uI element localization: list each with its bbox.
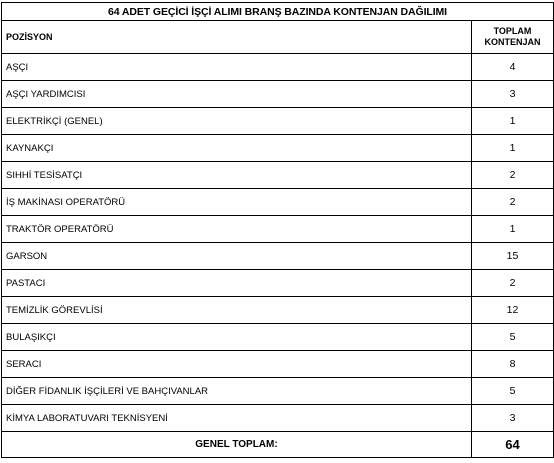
quota-table-container — [1, 2, 554, 458]
table-row — [2, 324, 554, 351]
table-title-row — [2, 3, 554, 21]
table-row — [2, 297, 554, 324]
count-cell: 3 — [472, 405, 554, 432]
table-row — [2, 189, 554, 216]
header-position: POZİSYON — [2, 21, 472, 54]
table-row — [2, 54, 554, 81]
quota-table — [1, 2, 554, 458]
header-total-quota-line1: TOPLAM — [493, 26, 532, 36]
table-row — [2, 378, 554, 405]
count-cell: 15 — [472, 243, 554, 270]
count-cell: 5 — [472, 324, 554, 351]
total-label: GENEL TOPLAM: — [2, 432, 472, 458]
table-total-row — [2, 432, 554, 458]
position-cell: KİMYA LABORATUVARI TEKNİSYENİ — [2, 405, 472, 432]
table-row — [2, 162, 554, 189]
position-cell: TRAKTÖR OPERATÖRÜ — [2, 216, 472, 243]
position-cell: DİĞER FİDANLIK İŞÇİLERİ VE BAHÇIVANLAR — [2, 378, 472, 405]
table-row — [2, 243, 554, 270]
position-cell: BULAŞIKÇI — [2, 324, 472, 351]
position-cell: TEMİZLİK GÖREVLİSİ — [2, 297, 472, 324]
position-cell: AŞÇI — [2, 54, 472, 81]
total-value: 64 — [472, 432, 554, 458]
count-cell: 2 — [472, 270, 554, 297]
position-cell: KAYNAKÇI — [2, 135, 472, 162]
table-header-row — [2, 21, 554, 54]
header-total-quota-line2: KONTENJAN — [484, 37, 541, 47]
count-cell: 8 — [472, 351, 554, 378]
count-cell: 2 — [472, 189, 554, 216]
header-total-quota — [472, 21, 554, 54]
table-row — [2, 81, 554, 108]
table-title: 64 ADET GEÇİCİ İŞÇİ ALIMI BRANŞ BAZINDA KONTENJAN DAĞILIMI — [2, 3, 554, 21]
position-cell: SERACI — [2, 351, 472, 378]
table-row — [2, 270, 554, 297]
count-cell: 4 — [472, 54, 554, 81]
count-cell: 2 — [472, 162, 554, 189]
position-cell: GARSON — [2, 243, 472, 270]
count-cell: 12 — [472, 297, 554, 324]
position-cell: ELEKTRİKÇİ (GENEL) — [2, 108, 472, 135]
count-cell: 3 — [472, 81, 554, 108]
position-cell: PASTACI — [2, 270, 472, 297]
table-row — [2, 351, 554, 378]
count-cell: 1 — [472, 135, 554, 162]
position-cell: SIHHİ TESİSATÇI — [2, 162, 472, 189]
table-row — [2, 405, 554, 432]
count-cell: 1 — [472, 216, 554, 243]
table-row — [2, 216, 554, 243]
position-cell: AŞÇI YARDIMCISI — [2, 81, 472, 108]
table-row — [2, 108, 554, 135]
count-cell: 1 — [472, 108, 554, 135]
position-cell: İŞ MAKİNASI OPERATÖRÜ — [2, 189, 472, 216]
count-cell: 5 — [472, 378, 554, 405]
table-row — [2, 135, 554, 162]
